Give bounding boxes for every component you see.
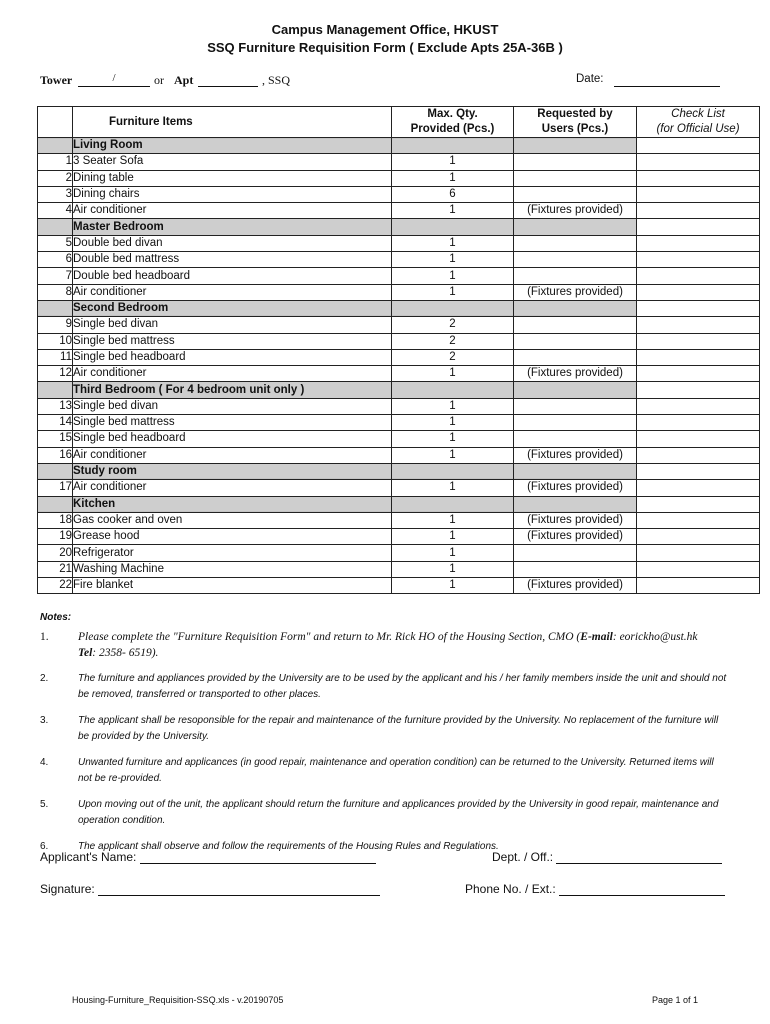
check-list-header-line1: Check List bbox=[671, 108, 725, 120]
note-6-number: 6. bbox=[40, 841, 49, 852]
table-row bbox=[38, 398, 760, 414]
table-row bbox=[38, 415, 760, 431]
section-row bbox=[38, 219, 760, 235]
check-list-cell[interactable] bbox=[637, 186, 760, 202]
section-qty-cell bbox=[392, 382, 514, 398]
table-row bbox=[38, 512, 760, 528]
table-row bbox=[38, 235, 760, 251]
section-qty-cell bbox=[392, 463, 514, 479]
item-number: 19 bbox=[38, 529, 73, 545]
requested-qty-cell[interactable]: (Fixtures provided) bbox=[514, 447, 637, 463]
check-list-cell[interactable] bbox=[637, 317, 760, 333]
apt-label: Apt bbox=[174, 73, 194, 87]
requested-qty-cell[interactable] bbox=[514, 154, 637, 170]
dept-label: Dept. / Off.: bbox=[492, 850, 554, 864]
section-check-cell bbox=[637, 382, 760, 398]
table-row bbox=[38, 203, 760, 219]
item-number: 20 bbox=[38, 545, 73, 561]
note-2-number: 2. bbox=[40, 673, 49, 684]
note-1-text: Please complete the "Furniture Requisition Form" and return to Mr. Rick HO of the Housing Section, CMO ( bbox=[78, 631, 581, 643]
check-list-cell[interactable] bbox=[637, 366, 760, 382]
item-number: 4 bbox=[38, 203, 73, 219]
requested-qty-cell[interactable] bbox=[514, 415, 637, 431]
item-number: 7 bbox=[38, 268, 73, 284]
section-req-cell bbox=[514, 496, 637, 512]
item-name: Double bed mattress bbox=[73, 252, 392, 268]
table-row bbox=[38, 529, 760, 545]
check-list-cell[interactable] bbox=[637, 578, 760, 594]
signature-field[interactable] bbox=[98, 882, 380, 896]
note-2-text: The furniture and appliances provided by the University are to be used by the applicant and his / her family members inside the unit and should not be removed, transferred or transported to other places. bbox=[78, 673, 727, 700]
note-3-number: 3. bbox=[40, 715, 49, 726]
section-row bbox=[38, 382, 760, 398]
requested-header-line2: Users (Pcs.) bbox=[541, 123, 609, 135]
requested-qty-cell[interactable] bbox=[514, 186, 637, 202]
item-number: 11 bbox=[38, 349, 73, 365]
apartment-line bbox=[40, 73, 730, 91]
item-name: Dining chairs bbox=[73, 186, 392, 202]
max-qty-cell: 1 bbox=[392, 431, 514, 447]
check-list-cell[interactable] bbox=[637, 203, 760, 219]
phone-label: Phone No. / Ext.: bbox=[465, 882, 556, 896]
section-qty-cell bbox=[392, 219, 514, 235]
check-list-cell[interactable] bbox=[637, 545, 760, 561]
dept-field[interactable] bbox=[556, 850, 722, 864]
max-qty-cell: 1 bbox=[392, 415, 514, 431]
section-num-cell bbox=[38, 300, 73, 316]
requested-qty-cell[interactable] bbox=[514, 398, 637, 414]
note-5 bbox=[40, 797, 730, 829]
item-name: Single bed divan bbox=[73, 317, 392, 333]
max-qty-cell: 1 bbox=[392, 268, 514, 284]
requested-qty-cell[interactable]: (Fixtures provided) bbox=[514, 578, 637, 594]
note-5-number: 5. bbox=[40, 799, 49, 810]
item-number: 17 bbox=[38, 480, 73, 496]
footer-file: Housing-Furniture_Requisition-SSQ.xls - v.20190705 bbox=[72, 995, 284, 1005]
table-row bbox=[38, 284, 760, 300]
note-5-text: Upon moving out of the unit, the applicant should return the furniture and applicances provided by the University in good repair, maintenance and operation condition. bbox=[78, 799, 719, 826]
check-list-cell[interactable] bbox=[637, 268, 760, 284]
item-number: 16 bbox=[38, 447, 73, 463]
section-row bbox=[38, 300, 760, 316]
max-qty-header bbox=[392, 107, 514, 138]
signature-label: Signature: bbox=[40, 882, 95, 896]
note-1-tel-label: Tel bbox=[78, 647, 93, 659]
section-req-cell bbox=[514, 463, 637, 479]
table-row bbox=[38, 561, 760, 577]
item-number: 21 bbox=[38, 561, 73, 577]
phone-field[interactable] bbox=[559, 882, 725, 896]
max-qty-cell: 1 bbox=[392, 578, 514, 594]
item-number: 6 bbox=[38, 252, 73, 268]
item-number: 9 bbox=[38, 317, 73, 333]
max-qty-cell: 1 bbox=[392, 447, 514, 463]
table-row bbox=[38, 545, 760, 561]
note-1-email: : eorickho@ust.hk bbox=[612, 631, 698, 643]
section-req-cell bbox=[514, 219, 637, 235]
furniture-table bbox=[37, 106, 760, 594]
applicant-name-label: Applicant's Name: bbox=[40, 850, 137, 864]
max-qty-cell: 1 bbox=[392, 512, 514, 528]
requested-qty-cell[interactable]: (Fixtures provided) bbox=[514, 203, 637, 219]
table-row bbox=[38, 154, 760, 170]
form-title-line2: SSQ Furniture Requisition Form ( Exclude Apts 25A-36B ) bbox=[207, 40, 563, 55]
check-list-cell[interactable] bbox=[637, 349, 760, 365]
max-qty-cell: 1 bbox=[392, 284, 514, 300]
item-name: Double bed divan bbox=[73, 235, 392, 251]
item-name: Fire blanket bbox=[73, 578, 392, 594]
item-number: 14 bbox=[38, 415, 73, 431]
ssq-label: , SSQ bbox=[262, 73, 291, 87]
check-list-cell[interactable] bbox=[637, 333, 760, 349]
section-req-cell bbox=[514, 300, 637, 316]
max-qty-cell: 1 bbox=[392, 203, 514, 219]
table-row bbox=[38, 480, 760, 496]
section-num-cell bbox=[38, 463, 73, 479]
section-check-cell bbox=[637, 138, 760, 154]
section-check-cell bbox=[637, 300, 760, 316]
item-name: Single bed mattress bbox=[73, 333, 392, 349]
requested-qty-cell[interactable] bbox=[514, 252, 637, 268]
section-check-cell bbox=[637, 496, 760, 512]
table-row bbox=[38, 317, 760, 333]
max-qty-cell: 1 bbox=[392, 235, 514, 251]
table-row bbox=[38, 349, 760, 365]
section-row bbox=[38, 496, 760, 512]
check-list-cell[interactable] bbox=[637, 431, 760, 447]
requested-qty-cell[interactable]: (Fixtures provided) bbox=[514, 480, 637, 496]
requested-qty-cell[interactable] bbox=[514, 349, 637, 365]
item-number: 5 bbox=[38, 235, 73, 251]
requested-qty-cell[interactable] bbox=[514, 235, 637, 251]
table-row bbox=[38, 431, 760, 447]
section-title: Study room bbox=[73, 463, 392, 479]
item-number: 22 bbox=[38, 578, 73, 594]
max-qty-cell: 1 bbox=[392, 561, 514, 577]
table-row bbox=[38, 252, 760, 268]
max-qty-cell: 2 bbox=[392, 317, 514, 333]
item-number: 12 bbox=[38, 366, 73, 382]
check-list-cell[interactable] bbox=[637, 284, 760, 300]
max-qty-cell: 1 bbox=[392, 170, 514, 186]
table-row bbox=[38, 366, 760, 382]
check-list-cell[interactable] bbox=[637, 252, 760, 268]
item-name: Single bed headboard bbox=[73, 349, 392, 365]
table-row bbox=[38, 578, 760, 594]
note-3 bbox=[40, 713, 730, 745]
section-qty-cell bbox=[392, 496, 514, 512]
items-header: Furniture Items bbox=[73, 107, 392, 138]
note-1-number: 1. bbox=[40, 631, 49, 643]
check-list-header bbox=[637, 107, 760, 138]
item-name: Air conditioner bbox=[73, 203, 392, 219]
requested-qty-cell[interactable]: (Fixtures provided) bbox=[514, 529, 637, 545]
requested-qty-cell[interactable] bbox=[514, 170, 637, 186]
section-row bbox=[38, 138, 760, 154]
note-1-email-label: E-mail bbox=[580, 631, 613, 643]
section-num-cell bbox=[38, 219, 73, 235]
requested-qty-cell[interactable] bbox=[514, 333, 637, 349]
requested-qty-cell[interactable] bbox=[514, 268, 637, 284]
max-qty-cell: 1 bbox=[392, 154, 514, 170]
requested-qty-cell[interactable] bbox=[514, 431, 637, 447]
section-row bbox=[38, 463, 760, 479]
requested-qty-cell[interactable] bbox=[514, 545, 637, 561]
item-name: Single bed mattress bbox=[73, 415, 392, 431]
max-qty-cell: 1 bbox=[392, 480, 514, 496]
tower-field[interactable]: / bbox=[78, 73, 150, 87]
footer-page: Page 1 of 1 bbox=[651, 995, 698, 1005]
section-title: Master Bedroom bbox=[73, 219, 392, 235]
max-qty-cell: 1 bbox=[392, 398, 514, 414]
table-header-row bbox=[38, 107, 760, 138]
dept-row bbox=[492, 850, 722, 864]
notes-title: Notes: bbox=[40, 612, 72, 623]
check-list-cell[interactable] bbox=[637, 529, 760, 545]
form-title-line1: Campus Management Office, HKUST bbox=[271, 22, 499, 37]
check-list-cell[interactable] bbox=[637, 398, 760, 414]
section-check-cell bbox=[637, 463, 760, 479]
table-row bbox=[38, 186, 760, 202]
max-qty-header-line1: Max. Qty. bbox=[427, 108, 478, 120]
tower-label: Tower bbox=[40, 73, 73, 87]
requested-header bbox=[514, 107, 637, 138]
item-number: 1 bbox=[38, 154, 73, 170]
or-label: or bbox=[154, 73, 164, 87]
item-number: 2 bbox=[38, 170, 73, 186]
item-name: Grease hood bbox=[73, 529, 392, 545]
section-title: Living Room bbox=[73, 138, 392, 154]
max-qty-cell: 1 bbox=[392, 545, 514, 561]
section-title: Second Bedroom bbox=[73, 300, 392, 316]
section-num-cell bbox=[38, 382, 73, 398]
item-name: Air conditioner bbox=[73, 366, 392, 382]
check-list-cell[interactable] bbox=[637, 235, 760, 251]
check-list-header-line2: (for Official Use) bbox=[656, 123, 740, 135]
item-number: 8 bbox=[38, 284, 73, 300]
item-name: Double bed headboard bbox=[73, 268, 392, 284]
applicant-name-row bbox=[40, 850, 376, 864]
date-field[interactable] bbox=[614, 73, 720, 87]
requested-qty-cell[interactable]: (Fixtures provided) bbox=[514, 366, 637, 382]
signature-row bbox=[40, 882, 380, 896]
applicant-name-field[interactable] bbox=[140, 850, 376, 864]
item-number: 13 bbox=[38, 398, 73, 414]
section-title: Third Bedroom ( For 4 bedroom unit only ) bbox=[73, 382, 392, 398]
check-list-cell[interactable] bbox=[637, 480, 760, 496]
check-list-cell[interactable] bbox=[637, 447, 760, 463]
table-row bbox=[38, 447, 760, 463]
check-list-cell[interactable] bbox=[637, 561, 760, 577]
table-row bbox=[38, 170, 760, 186]
requested-qty-cell[interactable] bbox=[514, 561, 637, 577]
note-3-text: The applicant shall be resoponsible for the repair and maintenance of the furniture provided by the University. No replacement of the furniture will be provided by the University. bbox=[78, 715, 719, 742]
item-number: 10 bbox=[38, 333, 73, 349]
date-label: Date: bbox=[576, 73, 604, 85]
note-4-number: 4. bbox=[40, 757, 49, 768]
section-qty-cell bbox=[392, 138, 514, 154]
num-header bbox=[38, 107, 73, 138]
section-qty-cell bbox=[392, 300, 514, 316]
max-qty-cell: 2 bbox=[392, 349, 514, 365]
note-1-tel: : 2358- 6519). bbox=[92, 647, 159, 659]
requested-qty-cell[interactable]: (Fixtures provided) bbox=[514, 512, 637, 528]
requested-header-line1: Requested by bbox=[537, 108, 613, 120]
table-body bbox=[38, 138, 760, 594]
item-name: Gas cooker and oven bbox=[73, 512, 392, 528]
note-6-text: The applicant shall observe and follow the requirements of the Housing Rules and Regulations. bbox=[78, 841, 499, 852]
item-name: Air conditioner bbox=[73, 480, 392, 496]
note-4 bbox=[40, 755, 730, 787]
notes-section bbox=[40, 612, 730, 865]
item-number: 18 bbox=[38, 512, 73, 528]
section-num-cell bbox=[38, 138, 73, 154]
requested-qty-cell[interactable]: (Fixtures provided) bbox=[514, 284, 637, 300]
max-qty-cell: 6 bbox=[392, 186, 514, 202]
max-qty-cell: 1 bbox=[392, 252, 514, 268]
note-1 bbox=[40, 629, 730, 661]
item-name: Washing Machine bbox=[73, 561, 392, 577]
apt-field[interactable] bbox=[198, 73, 258, 87]
table-row bbox=[38, 333, 760, 349]
check-list-cell[interactable] bbox=[637, 170, 760, 186]
max-qty-cell: 2 bbox=[392, 333, 514, 349]
requested-qty-cell[interactable] bbox=[514, 317, 637, 333]
table-row bbox=[38, 268, 760, 284]
note-2 bbox=[40, 671, 730, 703]
max-qty-cell: 1 bbox=[392, 529, 514, 545]
item-name: Single bed divan bbox=[73, 398, 392, 414]
section-title: Kitchen bbox=[73, 496, 392, 512]
item-number: 3 bbox=[38, 186, 73, 202]
section-req-cell bbox=[514, 382, 637, 398]
check-list-cell[interactable] bbox=[637, 415, 760, 431]
item-name: 3 Seater Sofa bbox=[73, 154, 392, 170]
check-list-cell[interactable] bbox=[637, 154, 760, 170]
phone-row bbox=[465, 882, 725, 896]
item-name: Single bed headboard bbox=[73, 431, 392, 447]
check-list-cell[interactable] bbox=[637, 512, 760, 528]
section-num-cell bbox=[38, 496, 73, 512]
item-number: 15 bbox=[38, 431, 73, 447]
item-name: Air conditioner bbox=[73, 284, 392, 300]
max-qty-header-line2: Provided (Pcs.) bbox=[410, 123, 495, 135]
section-check-cell bbox=[637, 219, 760, 235]
item-name: Refrigerator bbox=[73, 545, 392, 561]
item-name: Dining table bbox=[73, 170, 392, 186]
max-qty-cell: 1 bbox=[392, 366, 514, 382]
note-4-text: Unwanted furniture and applicances (in good repair, maintenance and operation condition) can be returned to the University. Returned items will not be re-provided. bbox=[78, 757, 714, 784]
section-req-cell bbox=[514, 138, 637, 154]
item-name: Air conditioner bbox=[73, 447, 392, 463]
